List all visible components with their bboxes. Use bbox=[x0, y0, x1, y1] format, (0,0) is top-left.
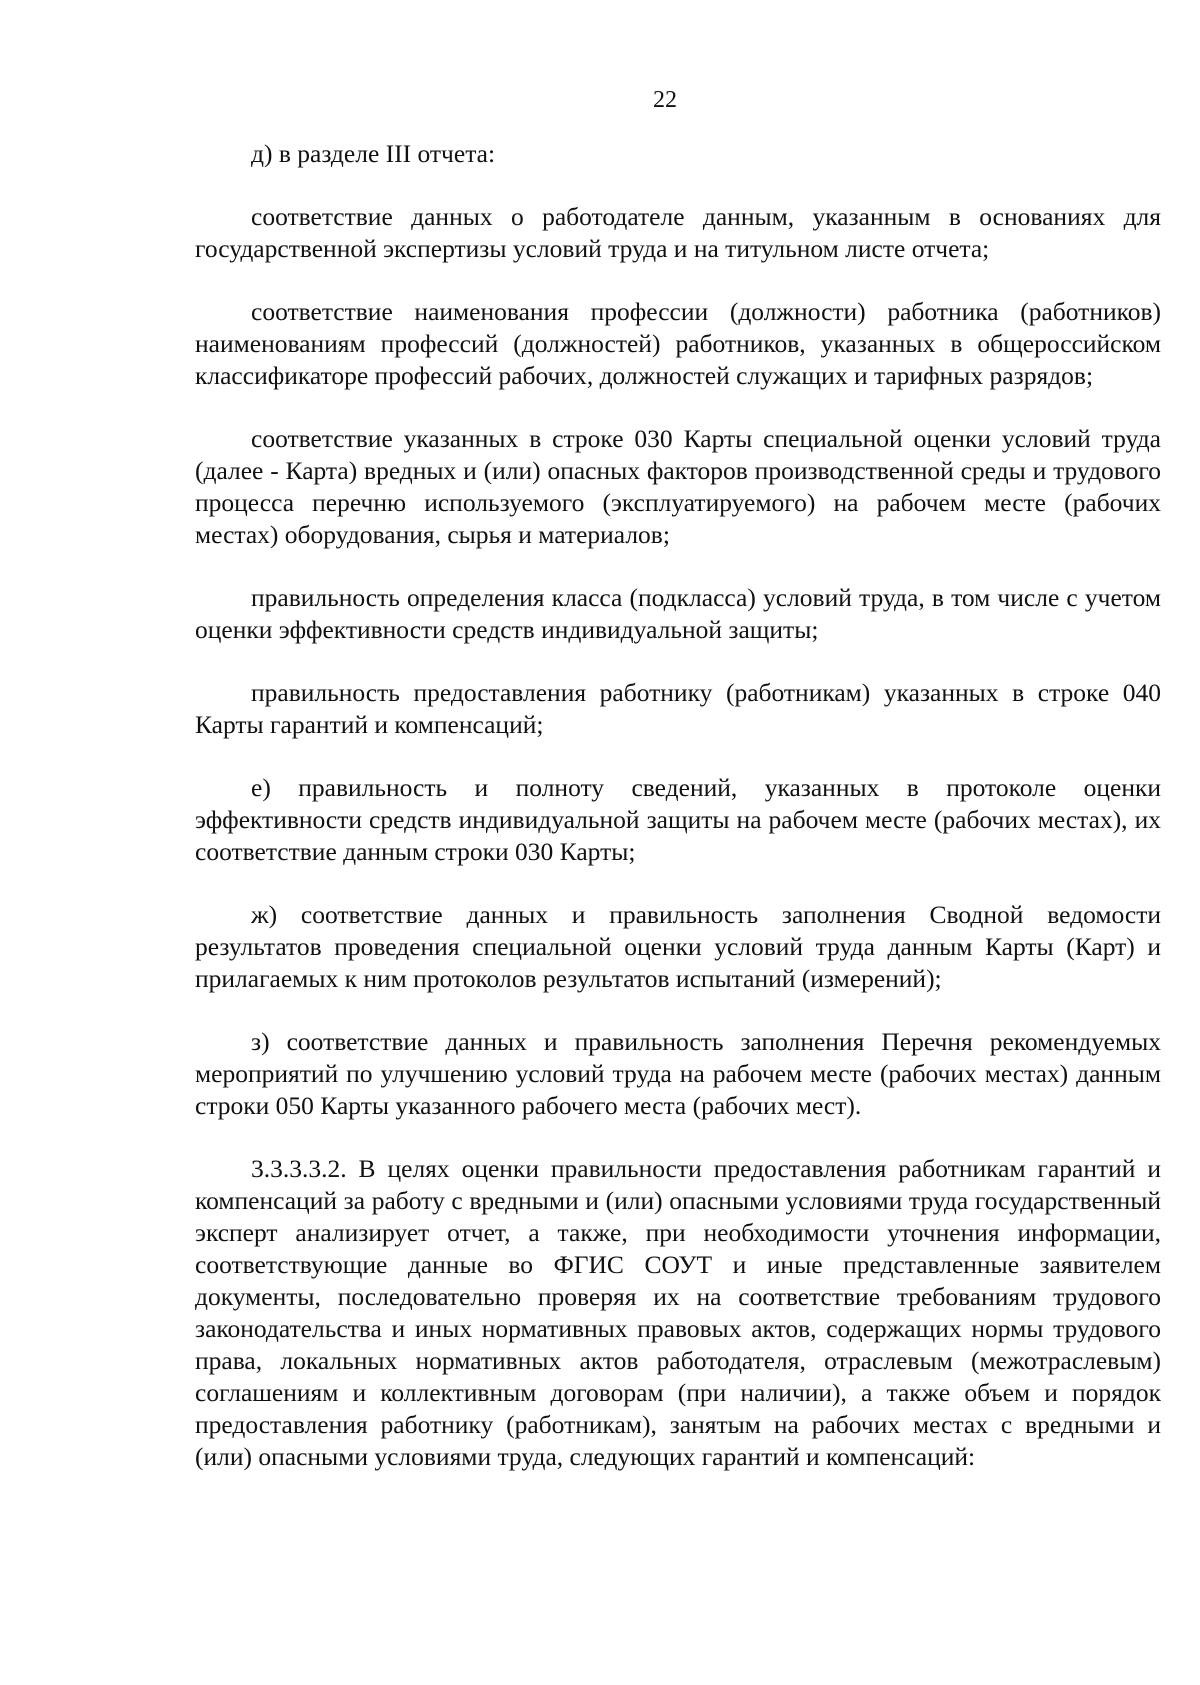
paragraph-item-zh: ж) соответствие данных и правильность заполнения Сводной ведомости результатов проведения специальной оценки условий труда данным Карты (Карт) и прилагаемых к ним протоколов результатов испытаний (измерений); bbox=[195, 900, 1161, 993]
page-number: 22 bbox=[653, 87, 677, 113]
paragraph-item-z: з) соответствие данных и правильность заполнения Перечня рекомендуемых мероприятий по улучшению условий труда на рабочем месте (рабочих местах) данным строки 050 Карты указанного рабочего места (рабочих мест). bbox=[195, 1027, 1161, 1120]
paragraph-harmful-factors: соответствие указанных в строке 030 Карты специальной оценки условий труда (далее - Карта) вредных и (или) опасных факторов производственной среды и трудового процесса перечню используемого (эксплуатируемого) на рабочем месте (рабочих местах) оборудования, сырья и материалов; bbox=[195, 424, 1161, 549]
paragraph-profession-name: соответствие наименования профессии (должности) работника (работников) наименованиям профессий (должностей) работников, указанных в общероссийском классификаторе профессий рабочих, должностей служащих и тарифных разрядов; bbox=[195, 297, 1161, 390]
paragraph-class-definition: правильность определения класса (подкласса) условий труда, в том числе с учетом оценки эффективности средств индивидуальной защиты; bbox=[195, 583, 1161, 644]
paragraph-3-3-3-3-2: 3.3.3.3.2. В целях оценки правильности предоставления работникам гарантий и компенсаций за работу с вредными и (или) опасными условиями труда государственный эксперт анализирует отчет, а также, при необходимости уточнения информации, соответствующие данные во ФГИС СОУТ и иные представленные заявителем документы, последовательно проверяя их на соответствие требованиям трудового законодательства и иных нормативных правовых актов, содержащих нормы трудового права, локальных нормативных актов работодателя, отраслевым (межотраслевым) соглашениям и коллективным договорам (при наличии), а также объем и порядок предоставления работнику (работникам), занятым на рабочих местах с вредными и (или) опасными условиями труда, следующих гарантий и компенсаций: bbox=[195, 1154, 1161, 1471]
paragraph-item-e: е) правильность и полноту сведений, указанных в протоколе оценки эффективности средств индивидуальной защиты на рабочем месте (рабочих местах), их соответствие данным строки 030 Карты; bbox=[195, 773, 1161, 866]
document-body bbox=[195, 138, 1161, 1504]
paragraph-guarantees: правильность предоставления работнику (работникам) указанных в строке 040 Карты гарантий и компенсаций; bbox=[195, 678, 1161, 739]
paragraph-employer-data: соответствие данных о работодателе данным, указанным в основаниях для государственной экспертизы условий труда и на титульном листе отчета; bbox=[195, 202, 1161, 263]
section-heading-d: д) в разделе III отчета: bbox=[251, 139, 496, 168]
